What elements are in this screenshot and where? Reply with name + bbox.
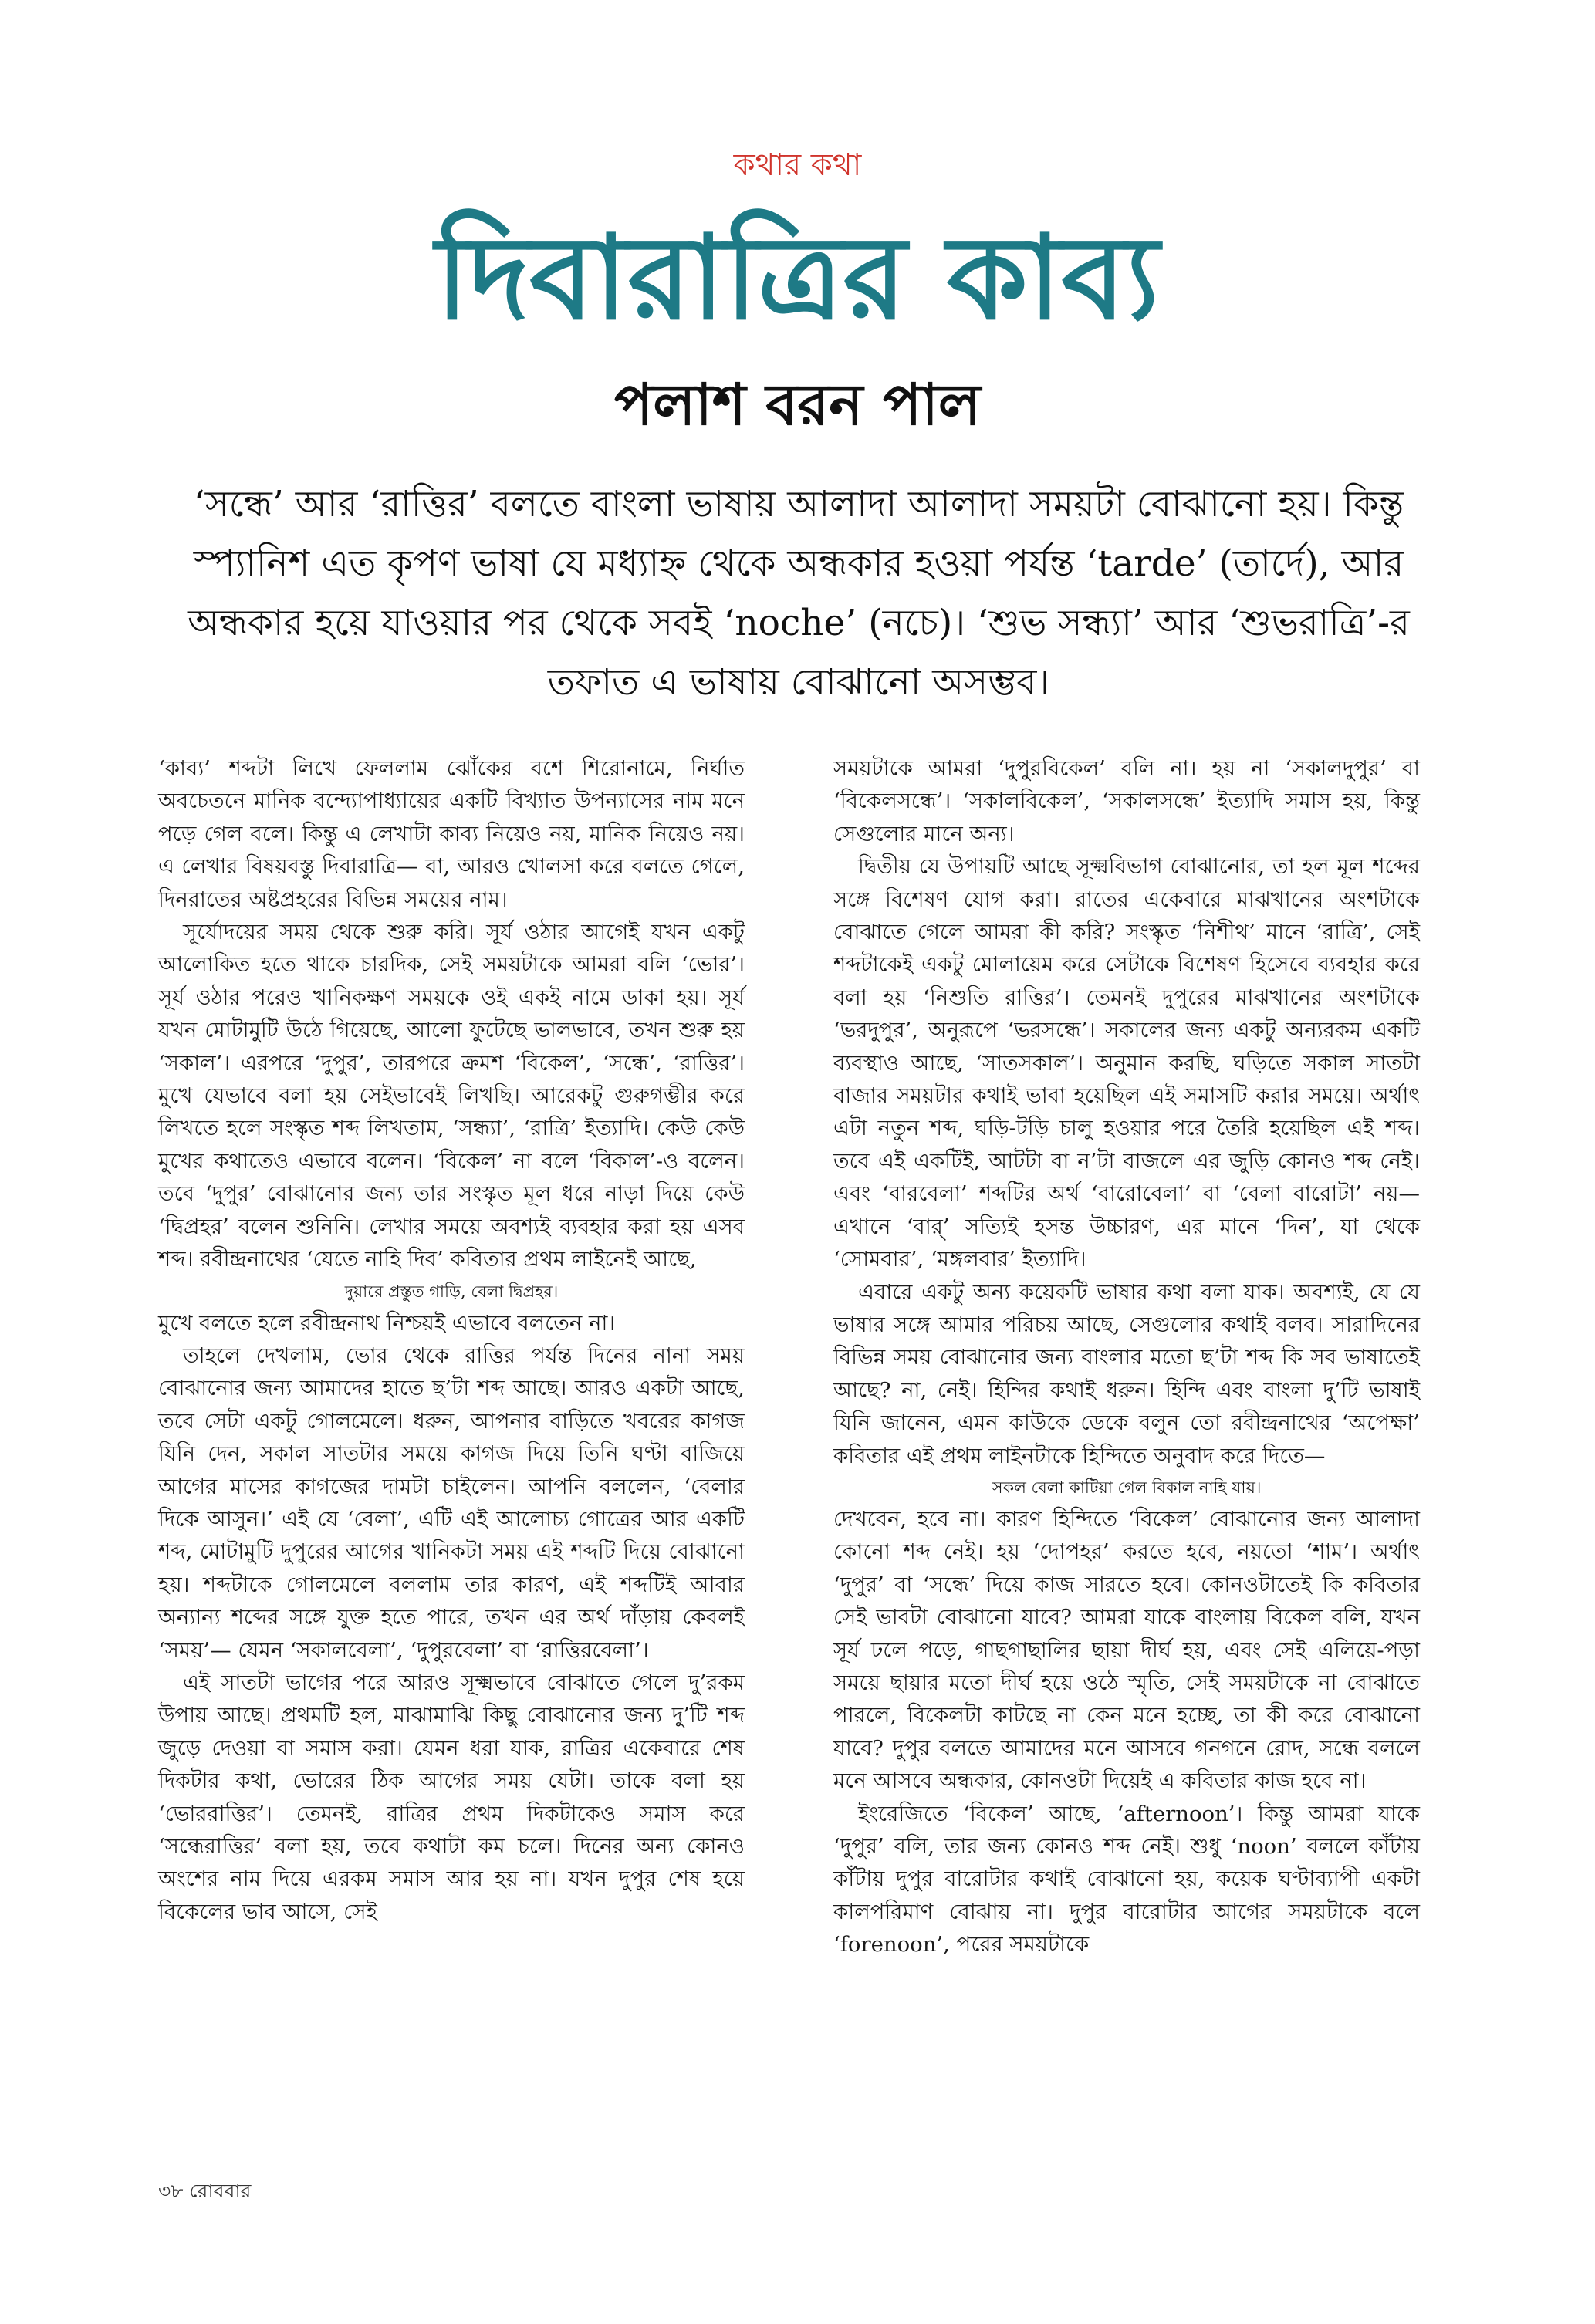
right-column	[833, 752, 1420, 1961]
standfirst: ‘সন্ধে’ আর ‘রাত্তির’ বলতে বাংলা ভাষায় আলাদা আলাদা সময়টা বোঝানো হয়। কিন্তু স্প্যানিশ এত কৃপণ ভাষা যে মধ্যাহ্ন থেকে অন্ধকার হওয়া পর্যন্ত ‘tarde’ (তার্দে), আর অন্ধকার হয়ে যাওয়ার পর থেকে সবই ‘noche’ (নচে)। ‘শুভ সন্ধ্যা’ আর ‘শুভরাত্রি’-র তফাত এ ভাষায় বোঝানো অসম্ভব।	[188, 483, 1410, 704]
paragraph: সময়টাকে আমরা ‘দুপুরবিকেল’ বলি না। হয় না ‘সকালদুপুর’ বা ‘বিকেলসন্ধে’। ‘সকালবিকেল’, ‘সকালসন্ধে’ ইত্যাদি সমাস হয়, কিন্তু সেগুলোর মানে অন্য।	[833, 756, 1420, 846]
author-name: পলাশ বরন পাল	[613, 372, 982, 438]
paragraph: সূর্যোদয়ের সময় থেকে শুরু করি। সূর্য ওঠার আগেই যখন একটু আলোকিত হতে থাকে চারদিক, সেই সময়টাকে আমরা বলি ‘ভোর’। সূর্য ওঠার পরেও খানিকক্ষণ সময়কে ওই একই নামে ডাকা হয়। সূর্য যখন মোটামুটি উঠে গিয়েছে, আলো ফুটেছে ভালভাবে, তখন শুরু হয় ‘সকাল’। এরপরে ‘দুপুর’, তারপরে ক্রমশ ‘বিকেল’, ‘সন্ধে’, ‘রাত্তির’। মুখে যেভাবে বলা হয় সেইভাবেই লিখছি। আরেকটু গুরুগম্ভীর করে লিখতে হলে সংস্কৃত শব্দ লিখতাম, ‘সন্ধ্যা’, ‘রাত্রি’ ইত্যাদি। কেউ কেউ মুখের কথাতেও এভাবে বলেন। ‘বিকেল’ না বলে ‘বিকাল’-ও বলেন। তবে ‘দুপুর’ বোঝানোর জন্য তার সংস্কৃত মূল ধরে নাড়া দিয়ে কেউ ‘দ্বিপ্রহর’ বলেন শুনিনি। লেখার সময়ে অবশ্যই ব্যবহার করা হয় এসব শব্দ। রবীন্দ্রনাথের ‘যেতে নাহি দিব’ কবিতার প্রথম লাইনেই আছে,	[158, 920, 745, 1272]
paragraph: দ্বিতীয় যে উপায়টি আছে সূক্ষ্মবিভাগ বোঝানোর, তা হল মূল শব্দের সঙ্গে বিশেষণ যোগ করা। রাতের একেবারে মাঝখানের অংশটাকে বোঝাতে গেলে আমরা কী করি? সংস্কৃত ‘নিশীথ’ মানে ‘রাত্রি’, সেই শব্দটাকেই একটু মোলায়েম করে সেটাকে বিশেষণ হিসেবে ব্যবহার করে বলা হয় ‘নিশুতি রাত্তির’। তেমনই দুপুরের মাঝখানের অংশটাকে ‘ভরদুপুর’, অনুরূপে ‘ভরসন্ধে’। সকালের জন্য একটু অন্যরকম একটি ব্যবস্থাও আছে, ‘সাতসকাল’। অনুমান করছি, ঘড়িতে সকাল সাতটা বাজার সময়টার কথাই ভাবা হয়েছিল এই সমাসটি করার সময়ে। অর্থাৎ এটা নতুন শব্দ, ঘড়ি-টড়ি চালু হওয়ার পরে তৈরি হয়েছিল এই শব্দ। তবে এই একটিই, আটটা বা ন’টা বাজলে এর জুড়ি কোনও শব্দ নেই। এবং ‘বারবেলা’ শব্দটির অর্থ ‘বারোবেলা’ বা ‘বেলা বারোটা’ নয়— এখানে ‘বার্’ সত্যিই হসন্ত উচ্চারণ, এর মানে ‘দিন’, যা থেকে ‘সোমবার’, ‘মঙ্গলবার’ ইত্যাদি।	[833, 854, 1420, 1272]
verse-quote: দুয়ারে প্রস্তুত গাড়ি, বেলা দ্বিপ্রহর।	[344, 1282, 559, 1301]
paragraph: ‘কাব্য’ শব্দটা লিখে ফেললাম ঝোঁকের বশে শিরোনামে, নির্ঘাত অবচেতনে মানিক বন্দ্যোপাধ্যায়ের একটি বিখ্যাত উপন্যাসের নাম মনে পড়ে গেল বলে। কিন্তু এ লেখাটা কাব্য নিয়েও নয়, মানিক নিয়েও নয়। এ লেখার বিষয়বস্তু দিবারাত্রি— বা, আরও খোলসা করে বলতে গেলে, দিনরাতের অষ্টপ্রহরের বিভিন্ন সময়ের নাম।	[158, 756, 745, 912]
left-column	[158, 752, 745, 1928]
paragraph: এই সাতটা ভাগের পরে আরও সূক্ষ্মভাবে বোঝাতে গেলে দু’রকম উপায় আছে। প্রথমটি হল, মাঝামাঝি কিছু বোঝানোর জন্য দু’টি শব্দ জুড়ে দেওয়া বা সমাস করা। যেমন ধরা যাক, রাত্রির একেবারে শেষ দিকটার কথা, ভোরের ঠিক আগের সময় যেটা। তাকে বলা হয় ‘ভোররাত্তির’। তেমনই, রাত্রির প্রথম দিকটাকেও সমাস করে ‘সন্ধেরাত্তির’ বলা হয়, তবে কথাটা কম চলে। দিনের অন্য কোনও অংশের নাম দিয়ে এরকম সমাস আর হয় না। যখন দুপুর শেষ হয়ে বিকেলের ভাব আসে, সেই	[158, 1670, 745, 1924]
paragraph: তাহলে দেখলাম, ভোর থেকে রাত্তির পর্যন্ত দিনের নানা সময় বোঝানোর জন্য আমাদের হাতে ছ’টা শব্দ আছে। আরও একটা আছে, তবে সেটা একটু গোলমেলে। ধরুন, আপনার বাড়িতে খবরের কাগজ যিনি দেন, সকাল সাতটার সময়ে কাগজ দিয়ে তিনি ঘণ্টা বাজিয়ে আগের মাসের কাগজের দামটা চাইলেন। আপনি বললেন, ‘বেলার দিকে আসুন।’ এই যে ‘বেলা’, এটি এই আলোচ্য গোত্রের আর একটি শব্দ, মোটামুটি দুপুরের আগের খানিকটা সময় এই শব্দটি দিয়ে বোঝানো হয়। শব্দটাকে গোলমেলে বললাম তার কারণ, এই শব্দটিই আবার অন্যান্য শব্দের সঙ্গে যুক্ত হতে পারে, তখন এর অর্থ দাঁড়ায় কেবলই ‘সময়’— যেমন ‘সকালবেলা’, ‘দুপুরবেলা’ বা ‘রাত্তিরবেলা’।	[158, 1343, 745, 1663]
paragraph: মুখে বলতে হলে রবীন্দ্রনাথ নিশ্চয়ই এভাবে বলতেন না।	[158, 1310, 616, 1336]
paragraph: দেখবেন, হবে না। কারণ হিন্দিতে ‘বিকেল’ বোঝানোর জন্য আলাদা কোনো শব্দ নেই। হয় ‘দোপহর’ করতে হবে, নয়তো ‘শাম’। অর্থাৎ ‘দুপুর’ বা ‘সন্ধে’ দিয়ে কাজ সারতে হবে। কোনওটাতেই কি কবিতার সেই ভাবটা বোঝানো যাবে? আমরা যাকে বাংলায় বিকেল বলি, যখন সূর্য ঢলে পড়ে, গাছগাছালির ছায়া দীর্ঘ হয়, এবং সেই এলিয়ে-পড়া সময়ে ছায়ার মতো দীর্ঘ হয়ে ওঠে স্মৃতি, সেই সময়টাকে না বোঝাতে পারলে, বিকেলটা কাটছে না কেন মনে হচ্ছে, তা কী করে বোঝানো যাবে? দুপুর বলতে আমাদের মনে আসবে গনগনে রোদ, সন্ধে বললে মনে আসবে অন্ধকার, কোনওটা দিয়েই এ কবিতার কাজ হবে না।	[833, 1506, 1420, 1794]
section-label: কথার কথা	[733, 147, 862, 183]
verse-quote: সকল বেলা কাটিয়া গেল বিকাল নাহি যায়।	[992, 1478, 1262, 1497]
paragraph: ইংরেজিতে ‘বিকেল’ আছে, ‘afternoon’। কিন্তু আমরা যাকে ‘দুপুর’ বলি, তার জন্য কোনও শব্দ নেই। শুধু ‘noon’ বললে কাঁটায় কাঁটায় দুপুর বারোটার কথাই বোঝানো হয়, কয়েক ঘণ্টাব্যাপী একটা কালপরিমাণ বোঝায় না। দুপুর বারোটার আগের সময়টাকে বলে ‘forenoon’, পরের সময়টাকে	[833, 1801, 1420, 1957]
paragraph: এবারে একটু অন্য কয়েকটি ভাষার কথা বলা যাক। অবশ্যই, যে যে ভাষার সঙ্গে আমার পরিচয় আছে, সেগুলোর কথাই বলব। সারাদিনের বিভিন্ন সময় বোঝানোর জন্য বাংলার মতো ছ’টা শব্দ কি সব ভাষাতেই আছে? না, নেই। হিন্দির কথাই ধরুন। হিন্দি এবং বাংলা দু’টি ভাষাই যিনি জানেন, এমন কাউকে ডেকে বলুন তো রবীন্দ্রনাথের ‘অপেক্ষা’ কবিতার এই প্রথম লাইনটাকে হিন্দিতে অনুবাদ করে দিতে—	[833, 1279, 1420, 1468]
article-title: দিবারাত্রির কাব্য	[435, 210, 1160, 346]
page-folio: ৩৮ রোববার	[158, 2180, 252, 2202]
